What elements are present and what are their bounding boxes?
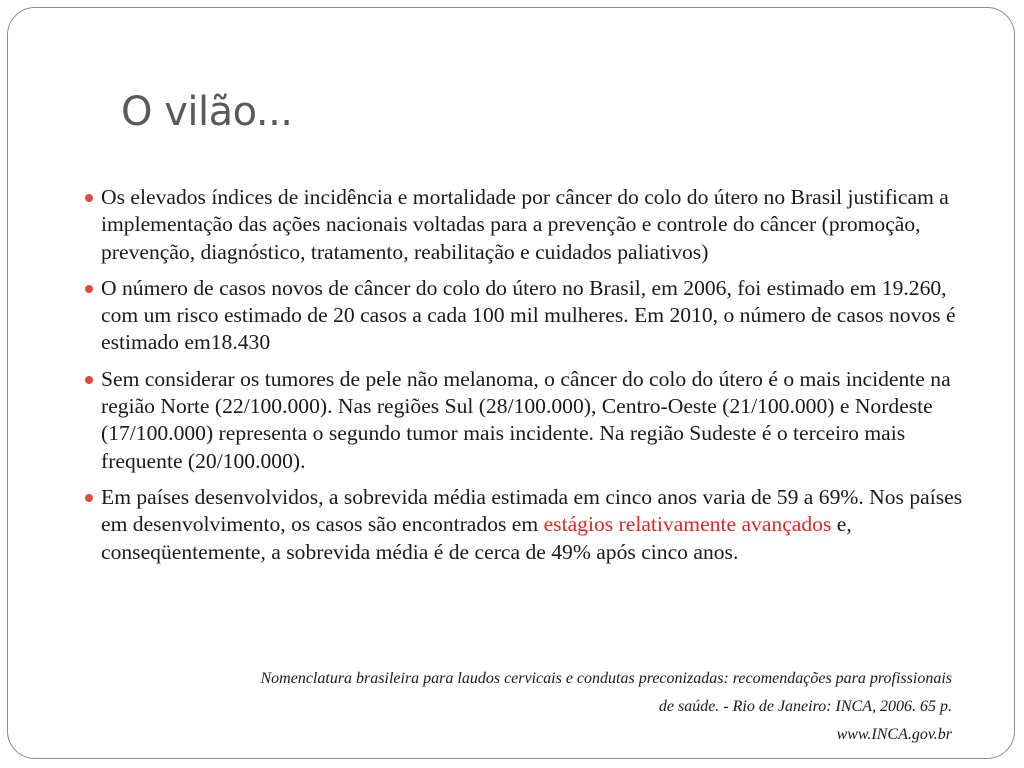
bullet-item bbox=[68, 484, 968, 566]
bullet-text: Sem considerar os tumores de pele não melanoma, o câncer do colo do útero é o mais incidente na região Norte (22/100.000). Nas regiões Sul (28/100.000), Centro-Oeste (21/100.000) e Nordeste (17/100.000) representa o segundo tumor mais incidente. Na região Sudeste é o terceiro mais frequente (20/100.000). bbox=[101, 366, 951, 473]
slide-frame bbox=[7, 7, 1015, 759]
bullet-dot-icon bbox=[85, 494, 93, 502]
reference-line: de saúde. - Rio de Janeiro: INCA, 2006. 65 p. bbox=[658, 698, 952, 715]
bullet-dot-icon bbox=[85, 194, 93, 202]
highlighted-text: estágios relativamente avançados bbox=[543, 512, 832, 537]
bullet-item bbox=[68, 184, 968, 266]
reference-url: www.INCA.gov.br bbox=[836, 726, 952, 743]
bullet-dot-icon bbox=[85, 376, 93, 384]
reference-citation bbox=[92, 665, 952, 749]
bullet-text-before: Em países desenvolvidos, a sobrevida média estimada em cinco anos varia de 59 a 69%. Nos países em desenvolvimento, os casos são encontrados em bbox=[101, 484, 963, 537]
bullet-dot-icon bbox=[85, 285, 93, 293]
reference-line: Nomenclatura brasileira para laudos cervicais e condutas preconizadas: recomendações para profissionais bbox=[260, 670, 952, 687]
bullet-list bbox=[68, 184, 968, 575]
bullet-item bbox=[68, 275, 968, 357]
bullet-item bbox=[68, 366, 968, 475]
bullet-text: Os elevados índices de incidência e mortalidade por câncer do colo do útero no Brasil justificam a implementação das ações nacionais voltadas para a prevenção e controle do câncer (promoção, prevenção, diagnóstico, tratamento, reabilitação e cuidados paliativos) bbox=[101, 185, 949, 264]
bullet-text: O número de casos novos de câncer do colo do útero no Brasil, em 2006, foi estimado em 19.260, com um risco estimado de 20 casos a cada 100 mil mulheres. Em 2010, o número de casos novos é estimado em18.430 bbox=[101, 275, 956, 355]
bullet-text-after: e, conseqüentemente, a sobrevida média é de cerca de 49% após cinco anos. bbox=[101, 512, 852, 564]
slide-title: O vilão... bbox=[121, 89, 293, 135]
